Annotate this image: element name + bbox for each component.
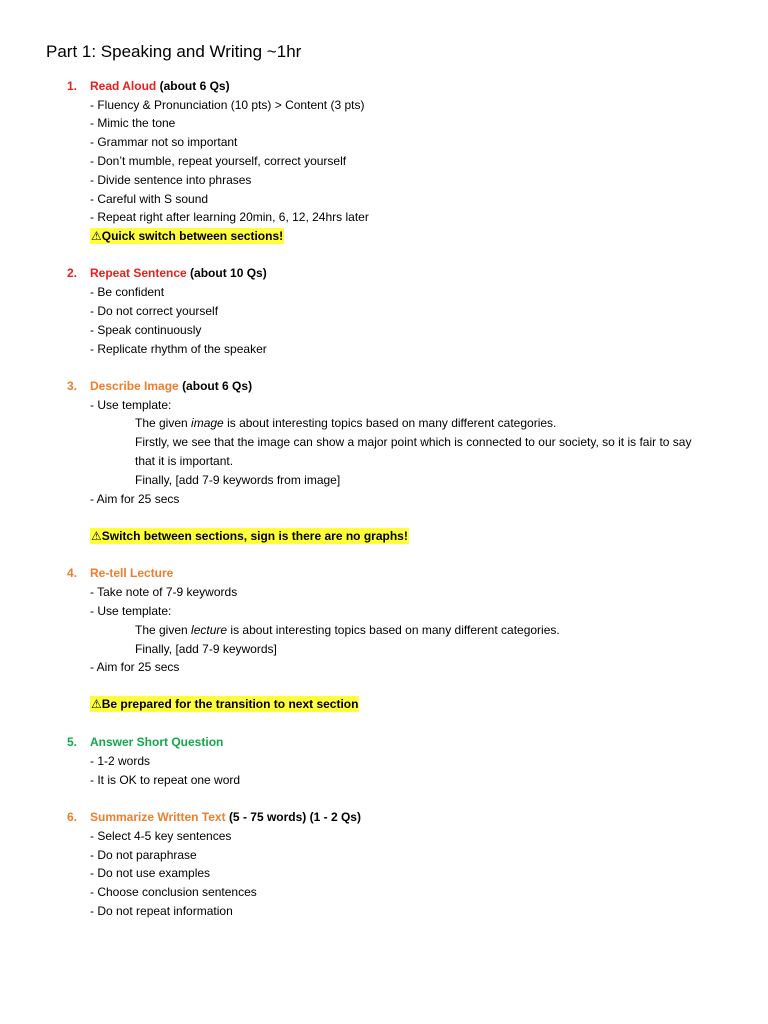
bullet: - Use template: xyxy=(90,604,172,618)
warning-highlight: ⚠Quick switch between sections! xyxy=(91,229,284,243)
template-text: is about interesting topics based on many different categories. xyxy=(227,623,560,637)
section-meta: (5 - 75 words) (1 - 2 Qs) xyxy=(228,810,361,824)
bullet: - Do not paraphrase xyxy=(90,848,197,862)
bullet: - Choose conclusion sentences xyxy=(90,885,257,899)
template-italic: lecture xyxy=(191,623,228,637)
warning-highlight: ⚠Be prepared for the transition to next section xyxy=(91,697,359,711)
section-number: 5. xyxy=(67,735,78,749)
template-line xyxy=(135,415,556,431)
section-heading xyxy=(90,78,230,94)
section-name: Describe Image xyxy=(90,379,179,393)
section-meta: (about 6 Qs) xyxy=(182,379,253,393)
section-heading xyxy=(90,265,267,281)
template-line: that it is important. xyxy=(135,454,234,468)
section-heading xyxy=(90,809,361,825)
bullet: - Don’t mumble, repeat yourself, correct yourself xyxy=(90,154,347,168)
template-line: Finally, [add 7-9 keywords from image] xyxy=(135,473,341,487)
bullet: - Take note of 7-9 keywords xyxy=(90,585,238,599)
bullet: - Do not repeat information xyxy=(90,904,233,918)
template-text: The given xyxy=(135,416,192,430)
bullet: - Do not correct yourself xyxy=(90,304,219,318)
section-name: Read Aloud xyxy=(90,79,157,93)
bullet: - 1-2 words xyxy=(90,754,151,768)
bullet: - Select 4-5 key sentences xyxy=(90,829,232,843)
section-heading xyxy=(90,378,252,394)
bullet: - Careful with S sound xyxy=(90,192,209,206)
page-title: Part 1: Speaking and Writing ~1hr xyxy=(46,42,302,61)
template-line xyxy=(135,622,560,638)
bullet: - Use template: xyxy=(90,398,172,412)
warning-highlight: ⚠Switch between sections, sign is there are no graphs! xyxy=(91,529,408,543)
section-name: Answer Short Question xyxy=(90,735,224,749)
bullet: - Do not use examples xyxy=(90,866,211,880)
section-name: Summarize Written Text xyxy=(90,810,226,824)
bullet: - Replicate rhythm of the speaker xyxy=(90,342,267,356)
bullet: - It is OK to repeat one word xyxy=(90,773,241,787)
section-number: 6. xyxy=(67,810,78,824)
bullet: - Fluency & Pronunciation (10 pts) > Content (3 pts) xyxy=(90,98,365,112)
section-meta: (about 10 Qs) xyxy=(190,266,267,280)
bullet: - Aim for 25 secs xyxy=(90,492,180,506)
template-italic: image xyxy=(191,416,224,430)
bullet: - Divide sentence into phrases xyxy=(90,173,252,187)
template-text: The given xyxy=(135,623,192,637)
bullet: - Repeat right after learning 20min, 6, 12, 24hrs later xyxy=(90,210,369,224)
section-number: 2. xyxy=(67,266,78,280)
section-number: 4. xyxy=(67,566,78,580)
section-number: 1. xyxy=(67,79,78,93)
bullet: - Be confident xyxy=(90,285,165,299)
section-name: Re-tell Lecture xyxy=(90,566,174,580)
section-number: 3. xyxy=(67,379,78,393)
section-name: Repeat Sentence xyxy=(90,266,187,280)
section-meta: (about 6 Qs) xyxy=(159,79,230,93)
bullet: - Speak continuously xyxy=(90,323,202,337)
bullet: - Mimic the tone xyxy=(90,116,176,130)
template-line: Firstly, we see that the image can show a major point which is connected to our society, so it is fair to say xyxy=(135,435,692,449)
bullet: - Grammar not so important xyxy=(90,135,238,149)
template-text: is about interesting topics based on many different categories. xyxy=(223,416,557,430)
template-line: Finally, [add 7-9 keywords] xyxy=(135,642,277,656)
bullet: - Aim for 25 secs xyxy=(90,660,180,674)
